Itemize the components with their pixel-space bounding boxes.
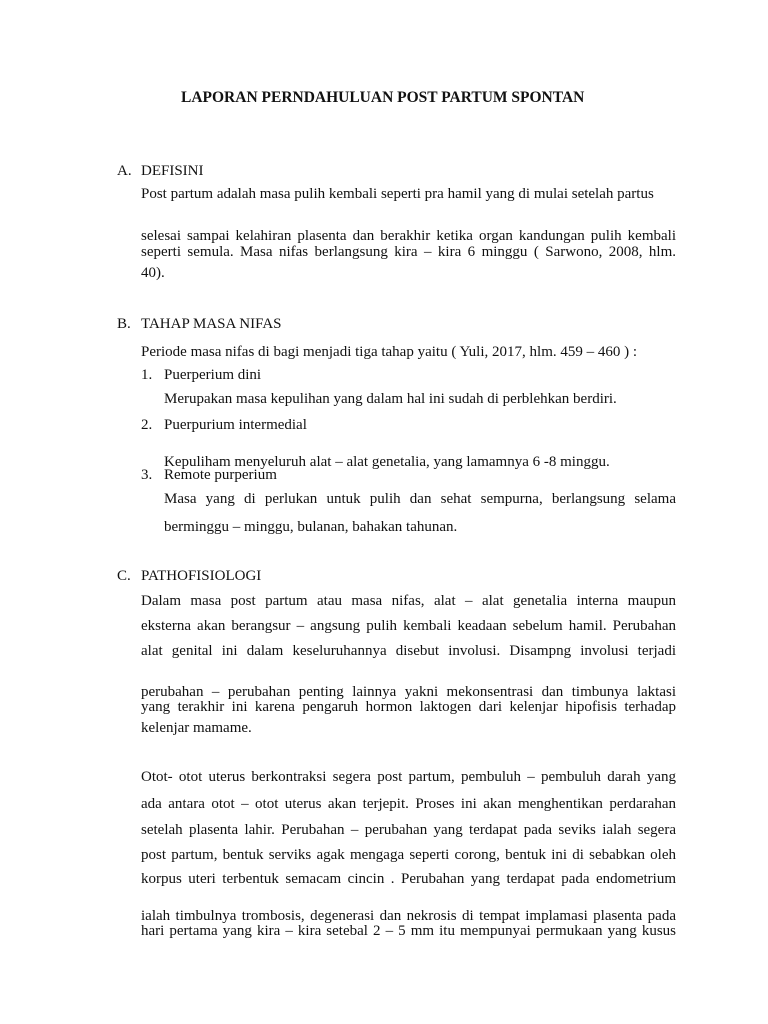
paragraph-line: perubahan – perubahan penting lainnya yakni mekonsentrasi dan timbunya laktasi [141,684,676,700]
section-heading: TAHAP MASA NIFAS [141,316,282,332]
paragraph-line: ada antara otot – otot uterus akan terjepit. Proses ini akan menghentikan perdarahan [141,796,676,812]
list-item-text: Merupakan masa kepulihan yang dalam hal ini sudah di perblehkan berdiri. [164,391,617,407]
paragraph-line: post partum, bentuk serviks agak mengaga seperti corong, bentuk ini di sebabkan oleh [141,847,676,863]
list-item-text: berminggu – minggu, bulanan, bahakan tahunan. [164,519,458,535]
paragraph-line: selesai sampai kelahiran plasenta dan berakhir ketika organ kandungan pulih kembali [141,228,676,244]
paragraph-line: kelenjar mamame. [141,720,252,736]
list-item-label: Remote purperium [164,467,277,483]
paragraph-line: korpus uteri terbentuk semacam cincin . Perubahan yang terdapat pada endometrium [141,871,676,887]
list-item-label: Puerperium dini [164,367,262,383]
paragraph-line: eksterna akan berangsur – angsung pulih kembali keadaan sebelum hamil. Perubahan [141,618,676,634]
paragraph-line: yang terakhir ini karena pengaruh hormon laktogen dari kelenjar hipofisis terhadap [141,699,676,715]
list-item-text: Kepuliham menyeluruh alat – alat genetalia, yang lamamnya 6 -8 minggu. [164,454,610,470]
paragraph-line: hari pertama yang kira – kira setebal 2 – 5 mm itu mempunyai permukaan yang kusus [141,923,676,939]
section-letter: B. [117,316,131,332]
list-number: 1. [141,367,153,383]
paragraph-line: 40). [141,265,165,281]
paragraph-line: ialah timbulnya trombosis, degenerasi dan nekrosis di tempat implamasi plasenta pada [141,908,676,924]
paragraph-line: setelah plasenta lahir. Perubahan – perubahan yang terdapat pada seviks ialah segera [141,822,676,838]
paragraph-line: Otot- otot uterus berkontraksi segera post partum, pembuluh – pembuluh darah yang [141,769,676,785]
list-item-text: Masa yang di perlukan untuk pulih dan sehat sempurna, berlangsung selama [164,491,676,507]
section-heading: PATHOFISIOLOGI [141,568,262,584]
list-number: 3. [141,467,153,483]
paragraph-line: seperti semula. Masa nifas berlangsung kira – kira 6 minggu ( Sarwono, 2008, hlm. [141,244,676,260]
paragraph-line: alat genital ini dalam keseluruhannya disebut involusi. Disampng involusi terjadi [141,643,676,659]
paragraph-line: Post partum adalah masa pulih kembali seperti pra hamil yang di mulai setelah partus [141,186,654,202]
list-number: 2. [141,417,153,433]
document-title: LAPORAN PERNDAHULUAN POST PARTUM SPONTAN [181,89,585,106]
paragraph-line: Dalam masa post partum atau masa nifas, alat – alat genetalia interna maupun [141,593,676,609]
section-heading: DEFISINI [141,163,204,179]
section-letter: A. [117,163,132,179]
section-intro: Periode masa nifas di bagi menjadi tiga tahap yaitu ( Yuli, 2017, hlm. 459 – 460 ) : [141,344,638,360]
list-item-label: Puerpurium intermedial [164,417,307,433]
section-letter: C. [117,568,131,584]
